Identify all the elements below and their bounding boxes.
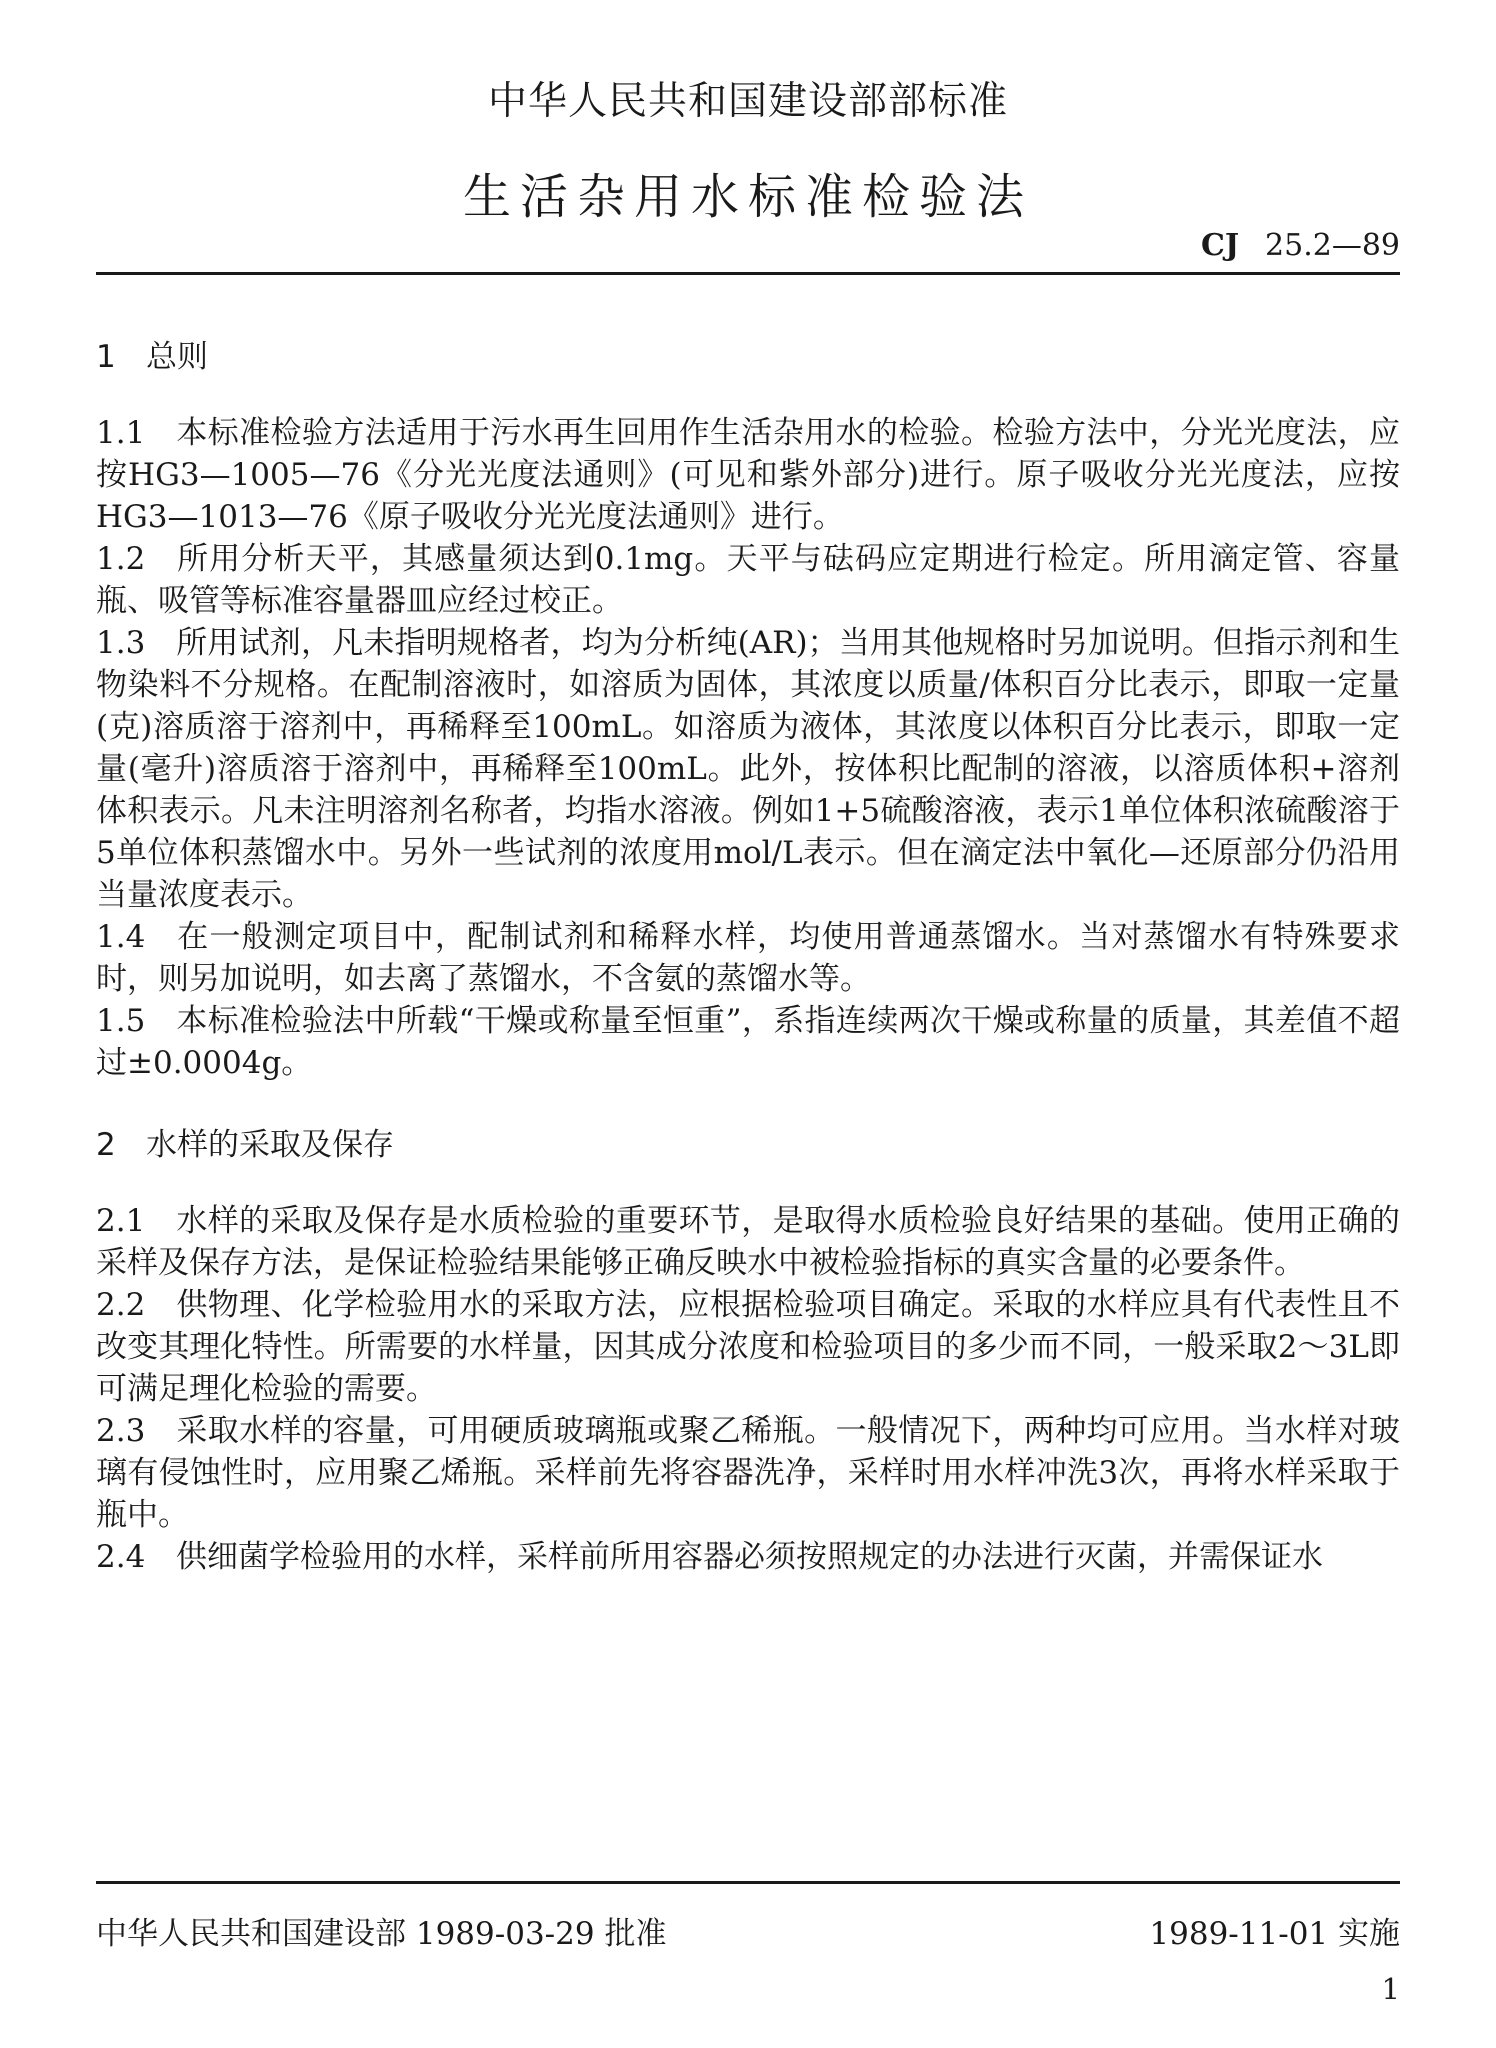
clause-number: 1.5 bbox=[96, 1003, 146, 1039]
clause-number: 1.1 bbox=[96, 415, 146, 451]
standard-code-prefix: CJ bbox=[1200, 228, 1240, 263]
page-number: 1 bbox=[1381, 1972, 1400, 2006]
clause-2-3 bbox=[96, 1410, 1400, 1536]
clause-1-4 bbox=[96, 916, 1400, 1000]
section-title: 水样的采取及保存 bbox=[146, 1127, 394, 1163]
standard-code bbox=[1201, 228, 1400, 263]
clause-number: 2.1 bbox=[96, 1203, 146, 1239]
clause-text: 供细菌学检验用的水样，采样前所用容器必须按照规定的办法进行灭菌，并需保证水 bbox=[176, 1539, 1323, 1575]
clause-1-1 bbox=[96, 412, 1400, 538]
clause-number: 2.2 bbox=[96, 1287, 146, 1323]
clause-1-3 bbox=[96, 622, 1400, 916]
standard-code-number: 25.2—89 bbox=[1265, 228, 1400, 263]
clause-text: 所用分析天平，其感量须达到0.1mg。天平与砝码应定期进行检定。所用滴定管、容量瓶、吸管等标准容量器皿应经过校正。 bbox=[96, 541, 1400, 619]
implementation-date: 1989-11-01 实施 bbox=[1149, 1916, 1400, 1952]
clause-2-2 bbox=[96, 1284, 1400, 1410]
document-body bbox=[96, 336, 1400, 1578]
clause-number: 1.2 bbox=[96, 541, 146, 577]
footer-divider bbox=[96, 1881, 1400, 1884]
clause-1-2 bbox=[96, 538, 1400, 622]
approval-statement: 中华人民共和国建设部 1989-03-29 批准 bbox=[96, 1916, 667, 1952]
clause-text: 所用试剂，凡未指明规格者，均为分析纯(AR)；当用其他规格时另加说明。但指示剂和生物染料不分规格。在配制溶液时，如溶质为固体，其浓度以质量/体积百分比表示，即取一定量(克)溶质溶于溶剂中，再稀释至100mL。如溶质为液体，其浓度以体积百分比表示，即取一定量(毫升)溶质溶于溶剂中，再稀释至100mL。此外，按体积比配制的溶液，以溶质体积+溶剂体积表示。凡未注明溶剂名称者，均指水溶液。例如1+5硫酸溶液，表示1单位体积浓硫酸溶于5单位体积蒸馏水中。另外一些试剂的浓度用mol/L表示。但在滴定法中氧化—还原部分仍沿用当量浓度表示。 bbox=[96, 625, 1400, 913]
clause-2-1 bbox=[96, 1200, 1400, 1284]
clause-text: 本标准检验法中所载“干燥或称量至恒重”，系指连续两次干燥或称量的质量，其差值不超过±0.0004g。 bbox=[96, 1003, 1400, 1081]
section-title: 总则 bbox=[146, 339, 208, 375]
section-number: 2 bbox=[96, 1127, 116, 1163]
header-divider bbox=[96, 272, 1400, 275]
section-heading-2 bbox=[96, 1124, 1400, 1166]
clause-text: 在一般测定项目中，配制试剂和稀释水样，均使用普通蒸馏水。当对蒸馏水有特殊要求时，则另加说明，如去离了蒸馏水，不含氨的蒸馏水等。 bbox=[96, 919, 1400, 997]
document-title: 生活杂用水标准检验法 bbox=[462, 169, 1033, 225]
clause-2-4 bbox=[96, 1536, 1400, 1578]
clause-number: 2.4 bbox=[96, 1539, 146, 1575]
section-number: 1 bbox=[96, 339, 116, 375]
clause-number: 2.3 bbox=[96, 1413, 146, 1449]
section-heading-1 bbox=[96, 336, 1400, 378]
clause-text: 采取水样的容量，可用硬质玻璃瓶或聚乙稀瓶。一般情况下，两种均可应用。当水样对玻璃有侵蚀性时，应用聚乙烯瓶。采样前先将容器洗净，采样时用水样冲洗3次，再将水样采取于瓶中。 bbox=[96, 1413, 1400, 1533]
clause-text: 水样的采取及保存是水质检验的重要环节，是取得水质检验良好结果的基础。使用正确的采样及保存方法，是保证检验结果能够正确反映水中被检验指标的真实含量的必要条件。 bbox=[96, 1203, 1400, 1281]
clause-number: 1.4 bbox=[96, 919, 146, 955]
clause-number: 1.3 bbox=[96, 625, 146, 661]
clause-text: 本标准检验方法适用于污水再生回用作生活杂用水的检验。检验方法中，分光光度法，应按HG3—1005—76《分光光度法通则》(可见和紫外部分)进行。原子吸收分光光度法，应按HG3—1013—76《原子吸收分光光度法通则》进行。 bbox=[96, 415, 1400, 535]
clause-text: 供物理、化学检验用水的采取方法，应根据检验项目确定。采取的水样应具有代表性且不改变其理化特性。所需要的水样量，因其成分浓度和检验项目的多少而不同，一般采取2～3L即可满足理化检验的需要。 bbox=[96, 1287, 1400, 1407]
clause-1-5 bbox=[96, 1000, 1400, 1084]
issuing-organization: 中华人民共和国建设部部标准 bbox=[487, 79, 1008, 124]
